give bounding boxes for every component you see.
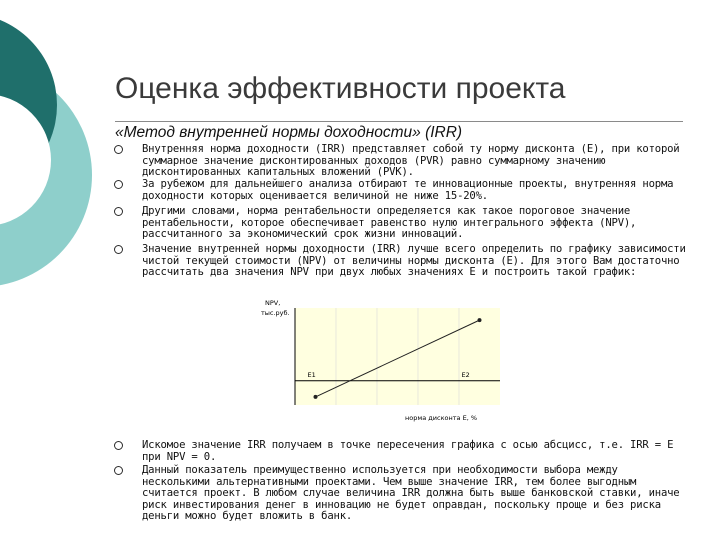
bullet-circle-icon <box>114 441 123 450</box>
bullet-text: Данный показатель преимущественно используется при необходимости выбора между несколькими альтернативными проектами. Чем выше значение IRR, тем более выгодным считается проект. В любом случае величина IRR должна быть выше банковской ставки, иначе риск инвестирования денег в инновацию не будет оправдан, поскольку проще и без риска деньги можно будет вложить в банк. <box>142 464 680 522</box>
bullet-circle-icon <box>114 145 123 154</box>
bullet-text: Искомое значение IRR получаем в точке пересечения графика с осью абсцисс, т.е. IRR = E при NPV = 0. <box>142 439 674 463</box>
bullet-circle-icon <box>114 180 123 189</box>
bullet-item <box>142 244 687 279</box>
bullet-item <box>142 179 687 202</box>
bullet-circle-icon <box>114 207 123 216</box>
bullet-item <box>142 206 687 241</box>
bullet-item <box>142 144 687 179</box>
npv-point-e2 <box>478 318 482 322</box>
y-axis-label-line1: NPV, <box>265 299 281 307</box>
y-axis-label-line2: тыс.руб. <box>261 309 290 317</box>
bullet-text: Другими словами, норма рентабельности определяется как такое пороговое значение рентабельности, которое обеспечивает равенство нулю интегрального эффекта (NPV), рассчитанного за экономический срок жизни инноваций. <box>142 205 637 240</box>
bullet-circle-icon <box>114 245 123 254</box>
bullet-circle-icon <box>114 466 123 475</box>
npv-chart <box>255 293 515 428</box>
bullet-text: Внутренняя норма доходности (IRR) представляет собой ту норму дисконта (Е), при которой суммарное значение дисконтированных доходов (PVR) равно суммарному значению дисконтированных капитальных вложений (PVK). <box>142 143 680 178</box>
chart-plot-area <box>295 308 500 405</box>
label-e2: Е2 <box>461 370 470 379</box>
bullet-text: Значение внутренней нормы доходности (IRR) лучше всего определить по графику зависимости чистой текущей стоимости (NPV) от величины нормы дисконта (Е). Для этого Вам достаточно рассчитать два значения NPV при двух любых значениях Е и построить такой график: <box>142 243 686 278</box>
bullet-item <box>142 440 687 463</box>
slide-subtitle: «Метод внутренней нормы доходности» (IRR) <box>115 124 463 141</box>
npv-point-e1 <box>314 395 318 399</box>
label-e1: Е1 <box>307 370 316 379</box>
bullet-item <box>142 465 687 523</box>
bullet-text: За рубежом для дальнейшего анализа отбирают те инновационные проекты, внутренняя норма доходности которых оценивается величиной не ниже 15-20%. <box>142 178 674 202</box>
x-axis-label: норма дисконта Е, % <box>405 414 478 422</box>
slide-title: Оценка эффективности проекта <box>115 72 566 105</box>
